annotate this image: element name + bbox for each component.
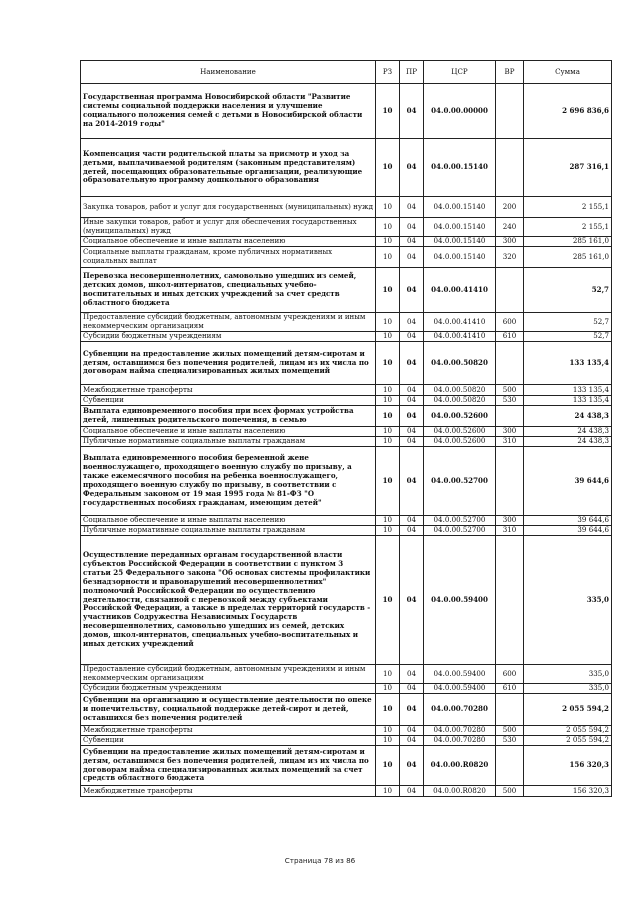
cell-pr: 04 — [400, 746, 424, 786]
cell-csr: 04.0.00.41410 — [424, 268, 496, 313]
cell-name: Публичные нормативные социальные выплаты гражданам — [81, 526, 376, 536]
cell-pr: 04 — [400, 726, 424, 736]
cell-name: Субсидии бюджетным учреждениям — [81, 332, 376, 342]
cell-csr: 04.0.00.15140 — [424, 247, 496, 268]
table-row — [81, 516, 612, 526]
cell-sum: 156 320,3 — [524, 746, 612, 786]
cell-vr: 200 — [496, 197, 524, 218]
header-pr: ПР — [400, 61, 424, 84]
table-row — [81, 536, 612, 665]
cell-csr: 04.0.00.52600 — [424, 406, 496, 427]
cell-name: Межбюджетные трансферты — [81, 385, 376, 396]
cell-pr: 04 — [400, 385, 424, 396]
budget-table — [80, 60, 612, 797]
cell-pr: 04 — [400, 197, 424, 218]
cell-vr: 530 — [496, 736, 524, 746]
table-row — [81, 332, 612, 342]
cell-vr: 500 — [496, 786, 524, 797]
table-row — [81, 396, 612, 406]
cell-pr: 04 — [400, 526, 424, 536]
cell-vr: 310 — [496, 437, 524, 447]
cell-pr: 04 — [400, 406, 424, 427]
cell-name: Социальное обеспечение и иные выплаты населению — [81, 516, 376, 526]
cell-name: Компенсация части родительской платы за присмотр и уход за детьми, выплачиваемой родителям (законным представителям) детей, посещающих образовательные организации, реализующие образовательную программу дошкольного образования — [81, 139, 376, 197]
table-row — [81, 786, 612, 797]
table-row — [81, 447, 612, 516]
cell-vr — [496, 84, 524, 139]
cell-pr: 04 — [400, 332, 424, 342]
cell-sum: 156 320,3 — [524, 786, 612, 797]
cell-sum: 2 696 836,6 — [524, 84, 612, 139]
cell-vr: 300 — [496, 516, 524, 526]
table-header-row — [81, 61, 612, 84]
cell-sum: 24 438,3 — [524, 406, 612, 427]
cell-vr — [496, 694, 524, 726]
cell-sum: 39 644,6 — [524, 516, 612, 526]
cell-rz: 10 — [376, 218, 400, 237]
table-row — [81, 268, 612, 313]
cell-name: Публичные нормативные социальные выплаты гражданам — [81, 437, 376, 447]
cell-sum: 2 055 594,2 — [524, 736, 612, 746]
cell-pr: 04 — [400, 536, 424, 665]
cell-name: Государственная программа Новосибирской области "Развитие системы социальной поддержки населения и улучшение социального положения семей с детьми в Новосибирской области на 2014-2019 годы" — [81, 84, 376, 139]
cell-name: Субвенции на предоставление жилых помещений детям-сиротам и детям, оставшимся без попечения родителей, лицам из их числа по договорам найма специализированных жилых помещений — [81, 342, 376, 385]
cell-csr: 04.0.00.52700 — [424, 447, 496, 516]
cell-rz: 10 — [376, 139, 400, 197]
table-row — [81, 736, 612, 746]
cell-rz: 10 — [376, 342, 400, 385]
cell-sum: 39 644,6 — [524, 526, 612, 536]
cell-pr: 04 — [400, 437, 424, 447]
table-row — [81, 694, 612, 726]
cell-name: Субвенции на предоставление жилых помещений детям-сиротам и детям, оставшимся без попечения родителей, лицам из их числа по договорам найма специализированных жилых помещений за счет средств областного бюджета — [81, 746, 376, 786]
cell-csr: 04.0.00.15140 — [424, 237, 496, 247]
cell-rz: 10 — [376, 526, 400, 536]
table-row — [81, 746, 612, 786]
cell-vr — [496, 746, 524, 786]
cell-vr: 320 — [496, 247, 524, 268]
cell-csr: 04.0.00.R0820 — [424, 786, 496, 797]
cell-csr: 04.0.00.59400 — [424, 536, 496, 665]
cell-sum: 335,0 — [524, 684, 612, 694]
cell-name: Предоставление субсидий бюджетным, автономным учреждениям и иным некоммерческим организациям — [81, 665, 376, 684]
cell-rz: 10 — [376, 447, 400, 516]
table-row — [81, 406, 612, 427]
cell-pr: 04 — [400, 736, 424, 746]
cell-name: Закупка товаров, работ и услуг для государственных (муниципальных) нужд — [81, 197, 376, 218]
cell-csr: 04.0.00.15140 — [424, 197, 496, 218]
cell-rz: 10 — [376, 313, 400, 332]
table-body — [81, 84, 612, 797]
cell-name: Межбюджетные трансферты — [81, 726, 376, 736]
cell-csr: 04.0.00.70280 — [424, 726, 496, 736]
cell-csr: 04.0.00.41410 — [424, 313, 496, 332]
cell-name: Осуществление переданных органам государственной власти субъектов Российской Федерации в соответствии с пунктом 3 статьи 25 Федерального закона "Об основах системы профилактики безнадзорности и правонарушений несовершеннолетних" полномочий Российской Федерации по осуществлению деятельности, связанной с перевозкой между субъектами Российской Федерации, а также в пределах территорий государств - участников Содружества Независимых Государств несовершеннолетних, самовольно ушедших из семей, детских домов, школ-интернатов, специальных учебно-воспитательных и иных детских учреждений — [81, 536, 376, 665]
cell-pr: 04 — [400, 342, 424, 385]
cell-sum: 335,0 — [524, 536, 612, 665]
cell-sum: 285 161,0 — [524, 237, 612, 247]
table-row — [81, 342, 612, 385]
cell-csr: 04.0.00.50820 — [424, 342, 496, 385]
cell-csr: 04.0.00.52700 — [424, 526, 496, 536]
cell-sum: 2 055 594,2 — [524, 726, 612, 736]
table-row — [81, 218, 612, 237]
cell-rz: 10 — [376, 385, 400, 396]
cell-name: Выплата единовременного пособия беременной жене военнослужащего, проходящего военную службу по призыву, а также ежемесячного пособия на ребенка военнослужащего, проходящего военную службу по призыву, в соответствии с Федеральным законом от 19 мая 1995 года № 81-ФЗ "О государственных пособиях гражданам, имеющим детей" — [81, 447, 376, 516]
cell-name: Социальное обеспечение и иные выплаты населению — [81, 427, 376, 437]
cell-csr: 04.0.00.50820 — [424, 396, 496, 406]
cell-vr: 300 — [496, 237, 524, 247]
cell-vr — [496, 139, 524, 197]
header-rz: РЗ — [376, 61, 400, 84]
cell-name: Социальное обеспечение и иные выплаты населению — [81, 237, 376, 247]
cell-vr: 500 — [496, 385, 524, 396]
cell-pr: 04 — [400, 684, 424, 694]
cell-pr: 04 — [400, 268, 424, 313]
table-row — [81, 726, 612, 736]
cell-name: Субсидии бюджетным учреждениям — [81, 684, 376, 694]
cell-sum: 52,7 — [524, 313, 612, 332]
cell-csr: 04.0.00.00000 — [424, 84, 496, 139]
cell-csr: 04.0.00.70280 — [424, 736, 496, 746]
cell-sum: 285 161,0 — [524, 247, 612, 268]
cell-vr — [496, 406, 524, 427]
cell-vr: 500 — [496, 726, 524, 736]
cell-sum: 52,7 — [524, 332, 612, 342]
cell-pr: 04 — [400, 247, 424, 268]
cell-sum: 287 316,1 — [524, 139, 612, 197]
cell-vr: 240 — [496, 218, 524, 237]
cell-name: Перевозка несовершеннолетних, самовольно ушедших из семей, детских домов, школ-интернатов, специальных учебно-воспитательных и иных детских учреждений за счет средств областного бюджета — [81, 268, 376, 313]
cell-sum: 2 155,1 — [524, 218, 612, 237]
cell-rz: 10 — [376, 268, 400, 313]
cell-name: Субвенции на организацию и осуществление деятельности по опеке и попечительству, социальной поддержке детей-сирот и детей, оставшихся без попечения родителей — [81, 694, 376, 726]
cell-pr: 04 — [400, 516, 424, 526]
table-row — [81, 139, 612, 197]
cell-rz: 10 — [376, 736, 400, 746]
cell-rz: 10 — [376, 684, 400, 694]
cell-pr: 04 — [400, 237, 424, 247]
cell-sum: 2 155,1 — [524, 197, 612, 218]
cell-name: Выплата единовременного пособия при всех формах устройства детей, лишенных родительского попечения, в семью — [81, 406, 376, 427]
cell-name: Субвенции — [81, 396, 376, 406]
cell-vr: 310 — [496, 526, 524, 536]
cell-csr: 04.0.00.59400 — [424, 684, 496, 694]
cell-csr: 04.0.00.15140 — [424, 139, 496, 197]
cell-vr — [496, 447, 524, 516]
table-row — [81, 247, 612, 268]
cell-rz: 10 — [376, 396, 400, 406]
cell-sum: 39 644,6 — [524, 447, 612, 516]
cell-csr: 04.0.00.70280 — [424, 694, 496, 726]
table-row — [81, 427, 612, 437]
cell-pr: 04 — [400, 447, 424, 516]
cell-sum: 133 135,4 — [524, 385, 612, 396]
table-row — [81, 197, 612, 218]
header-sum: Сумма — [524, 61, 612, 84]
cell-rz: 10 — [376, 726, 400, 736]
cell-name: Межбюджетные трансферты — [81, 786, 376, 797]
cell-name: Социальные выплаты гражданам, кроме публичных нормативных социальных выплат — [81, 247, 376, 268]
table-row — [81, 84, 612, 139]
cell-rz: 10 — [376, 84, 400, 139]
cell-vr: 610 — [496, 332, 524, 342]
cell-vr: 600 — [496, 665, 524, 684]
cell-csr: 04.0.00.15140 — [424, 218, 496, 237]
cell-csr: 04.0.00.R0820 — [424, 746, 496, 786]
cell-rz: 10 — [376, 237, 400, 247]
cell-rz: 10 — [376, 536, 400, 665]
cell-name: Субвенции — [81, 736, 376, 746]
cell-rz: 10 — [376, 332, 400, 342]
cell-rz: 10 — [376, 197, 400, 218]
cell-rz: 10 — [376, 437, 400, 447]
cell-pr: 04 — [400, 694, 424, 726]
cell-rz: 10 — [376, 427, 400, 437]
table-row — [81, 665, 612, 684]
table-row — [81, 526, 612, 536]
cell-pr: 04 — [400, 139, 424, 197]
cell-pr: 04 — [400, 786, 424, 797]
table-row — [81, 237, 612, 247]
cell-sum: 133 135,4 — [524, 342, 612, 385]
cell-pr: 04 — [400, 218, 424, 237]
cell-rz: 10 — [376, 694, 400, 726]
cell-rz: 10 — [376, 746, 400, 786]
table-row — [81, 437, 612, 447]
cell-vr — [496, 342, 524, 385]
cell-sum: 335,0 — [524, 665, 612, 684]
header-csr: ЦСР — [424, 61, 496, 84]
cell-vr: 600 — [496, 313, 524, 332]
cell-rz: 10 — [376, 247, 400, 268]
cell-rz: 10 — [376, 665, 400, 684]
cell-rz: 10 — [376, 786, 400, 797]
header-vr: ВР — [496, 61, 524, 84]
cell-pr: 04 — [400, 427, 424, 437]
cell-name: Предоставление субсидий бюджетным, автономным учреждениям и иным некоммерческим организациям — [81, 313, 376, 332]
page-number: Страница 78 из 86 — [284, 856, 356, 865]
cell-sum: 24 438,3 — [524, 437, 612, 447]
cell-vr: 610 — [496, 684, 524, 694]
cell-vr — [496, 268, 524, 313]
cell-pr: 04 — [400, 396, 424, 406]
cell-sum: 2 055 594,2 — [524, 694, 612, 726]
cell-vr — [496, 536, 524, 665]
cell-csr: 04.0.00.59400 — [424, 665, 496, 684]
cell-sum: 24 438,3 — [524, 427, 612, 437]
cell-pr: 04 — [400, 313, 424, 332]
cell-csr: 04.0.00.52600 — [424, 437, 496, 447]
table-row — [81, 684, 612, 694]
cell-csr: 04.0.00.50820 — [424, 385, 496, 396]
cell-name: Иные закупки товаров, работ и услуг для обеспечения государственных (муниципальных) нужд — [81, 218, 376, 237]
cell-rz: 10 — [376, 406, 400, 427]
cell-pr: 04 — [400, 84, 424, 139]
header-name: Наименование — [81, 61, 376, 84]
cell-csr: 04.0.00.52600 — [424, 427, 496, 437]
table-row — [81, 385, 612, 396]
table-row — [81, 313, 612, 332]
cell-sum: 133 135,4 — [524, 396, 612, 406]
cell-pr: 04 — [400, 665, 424, 684]
cell-rz: 10 — [376, 516, 400, 526]
cell-vr: 530 — [496, 396, 524, 406]
cell-sum: 52,7 — [524, 268, 612, 313]
cell-csr: 04.0.00.52700 — [424, 516, 496, 526]
cell-vr: 300 — [496, 427, 524, 437]
cell-csr: 04.0.00.41410 — [424, 332, 496, 342]
